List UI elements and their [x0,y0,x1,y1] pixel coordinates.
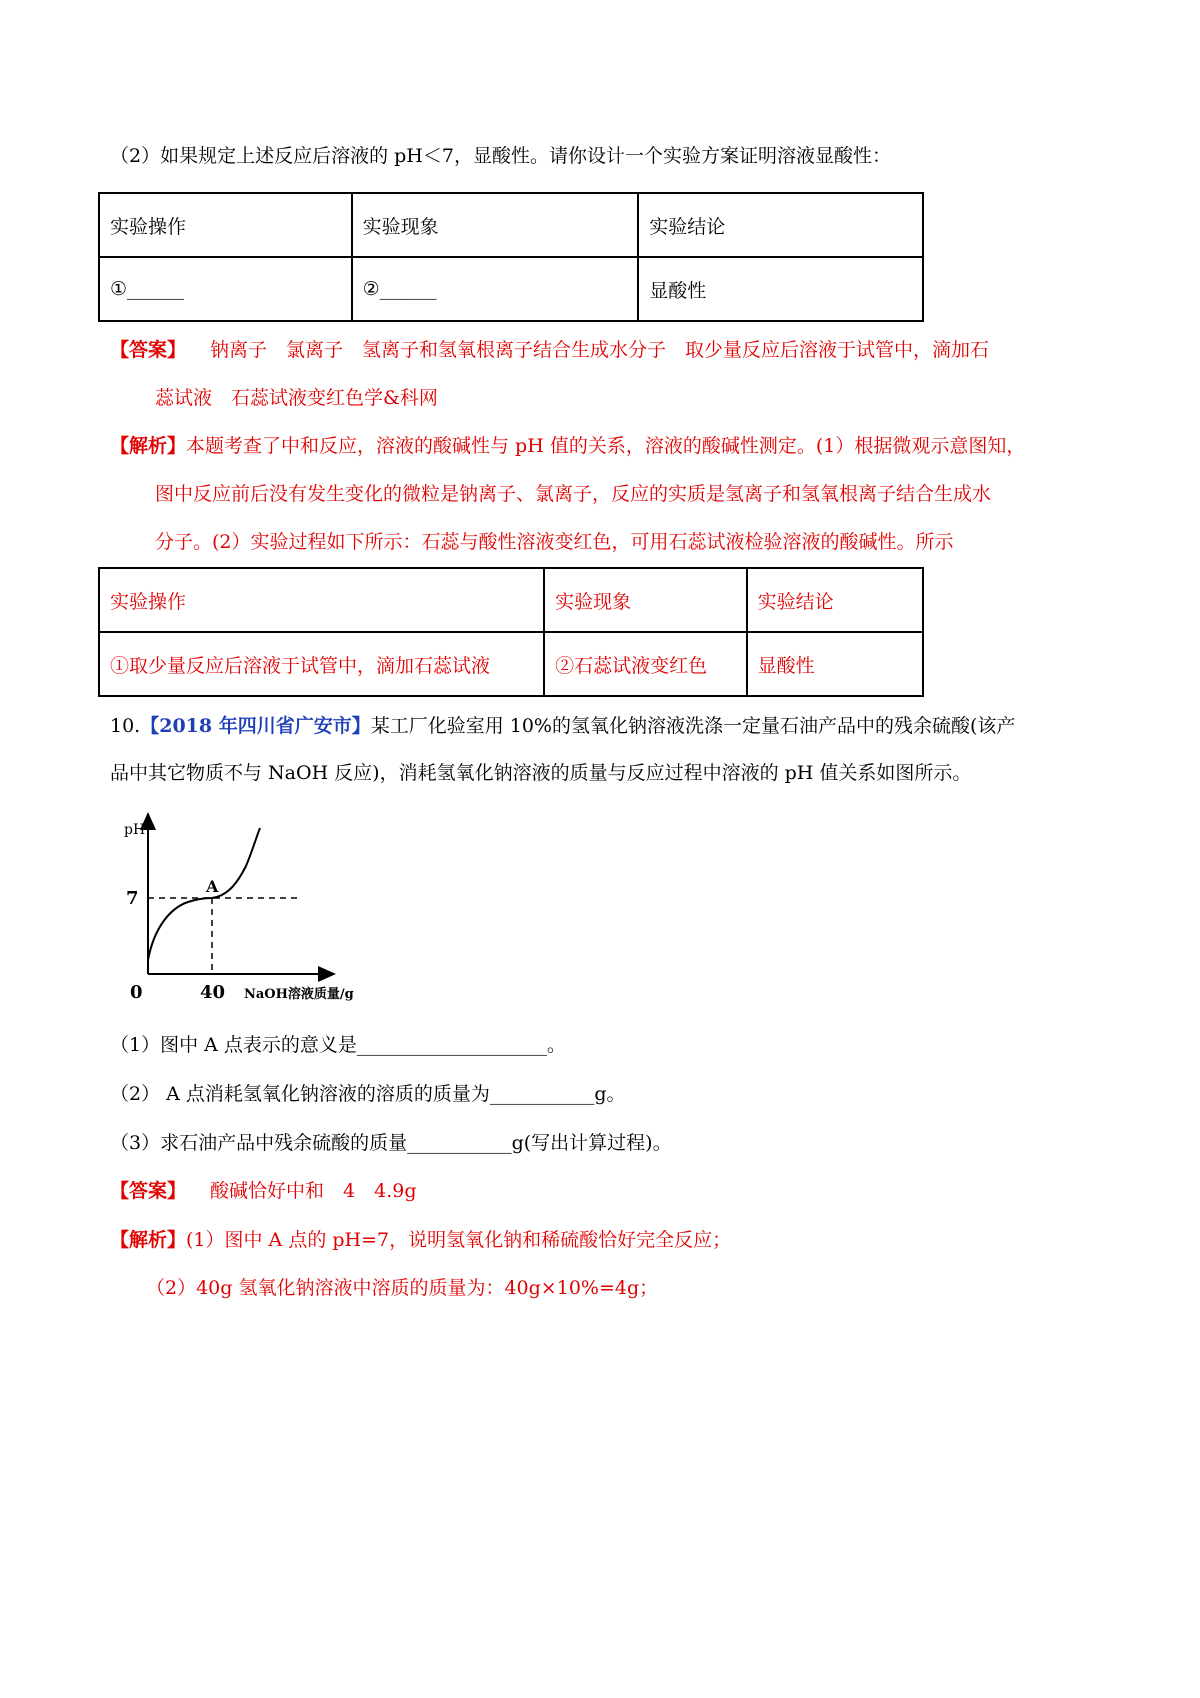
answer-line-2: 蕊试液 石蕊试液变红色学&科网 [155,387,438,409]
table-cell: 显酸性 [638,257,923,321]
analysis-line-2: 图中反应前后没有发生变化的微粒是钠离子、氯离子，反应的实质是氢离子和氢氧根离子结合生成水 [155,483,992,505]
table-row [99,632,923,696]
point-a-label: A [206,877,219,896]
answer-label: 【答案】 [110,339,187,361]
table-header-row [99,193,923,257]
analysis-text: 本题考查了中和反应，溶液的酸碱性与 pH 值的关系，溶液的酸碱性测定。(1）根据微观示意图知， [186,435,1026,457]
question-text: 某工厂化验室用 10%的氢氧化钠溶液洗涤一定量石油产品中的残余硫酸(该产 [370,715,1016,737]
experiment-table-answer [98,567,924,697]
analysis-label: 【解析】 [110,435,187,457]
answer-line-1 [110,337,989,363]
table-cell: 显酸性 [747,632,923,696]
answer-label: 【答案】 [110,1180,187,1202]
sub-question-3: （3）求石油产品中残余硫酸的质量___________g(写出计算过程)。 [110,1132,672,1154]
table-header-cell: 实验结论 [638,193,923,257]
table-cell: ①______ [99,257,352,321]
analysis-line-1 [110,433,1025,459]
table-header-cell: 实验结论 [747,568,923,632]
table-row [99,257,923,321]
question-number: 10. [110,715,141,737]
analysis-2-line-1 [110,1227,731,1253]
experiment-table-blank [98,192,924,322]
ph-curve [148,828,260,960]
table-cell: ①取少量反应后溶液于试管中，滴加石蕊试液 [99,632,544,696]
ph-curve-figure [112,808,412,1008]
y-axis-label: pH [124,822,146,838]
question-10-line-2: 品中其它物质不与 NaOH 反应)，消耗氢氧化钠溶液的质量与反应过程中溶液的 pH 值关系如图所示。 [110,762,972,784]
table-header-cell: 实验现象 [544,568,746,632]
answer-2-line [110,1178,416,1204]
sub-question-2: （2） A 点消耗氢氧化钠溶液的溶质的质量为___________g。 [110,1083,626,1105]
question-10-line-1 [110,713,1015,739]
table-header-cell: 实验操作 [99,568,544,632]
table-header-cell: 实验操作 [99,193,352,257]
question-2-prompt: （2）如果规定上述反应后溶液的 pH＜7，显酸性。请你设计一个实验方案证明溶液显酸性： [110,145,891,167]
answer-text: 酸碱恰好中和 4 4.9g [210,1180,417,1202]
analysis-line-3: 分子。(2）实验过程如下所示：石蕊与酸性溶液变红色，可用石蕊试液检验溶液的酸碱性。所示 [155,531,954,553]
table-cell: ②______ [352,257,639,321]
analysis-2-line-2: （2）40g 氢氧化钠溶液中溶质的质量为：40g×10%=4g； [146,1277,659,1299]
x-axis-label: NaOH溶液质量/g [244,987,354,1002]
ph-graph [112,808,412,1008]
y-tick-label: 7 [126,888,139,909]
x-tick-label: 40 [200,982,226,1003]
analysis-text: (1）图中 A 点的 pH=7，说明氢氧化钠和稀硫酸恰好完全反应； [186,1229,732,1251]
answer-text: 钠离子 氯离子 氢离子和氢氧根离子结合生成水分子 取少量反应后溶液于试管中，滴加石 [210,339,990,361]
sub-question-1: （1）图中 A 点表示的意义是____________________。 [110,1034,566,1056]
table-header-row [99,568,923,632]
table-header-cell: 实验现象 [352,193,639,257]
analysis-label: 【解析】 [110,1229,187,1251]
question-source: 【2018 年四川省广安市】 [140,715,371,737]
table-cell: ②石蕊试液变红色 [544,632,746,696]
origin-label: 0 [130,982,143,1003]
